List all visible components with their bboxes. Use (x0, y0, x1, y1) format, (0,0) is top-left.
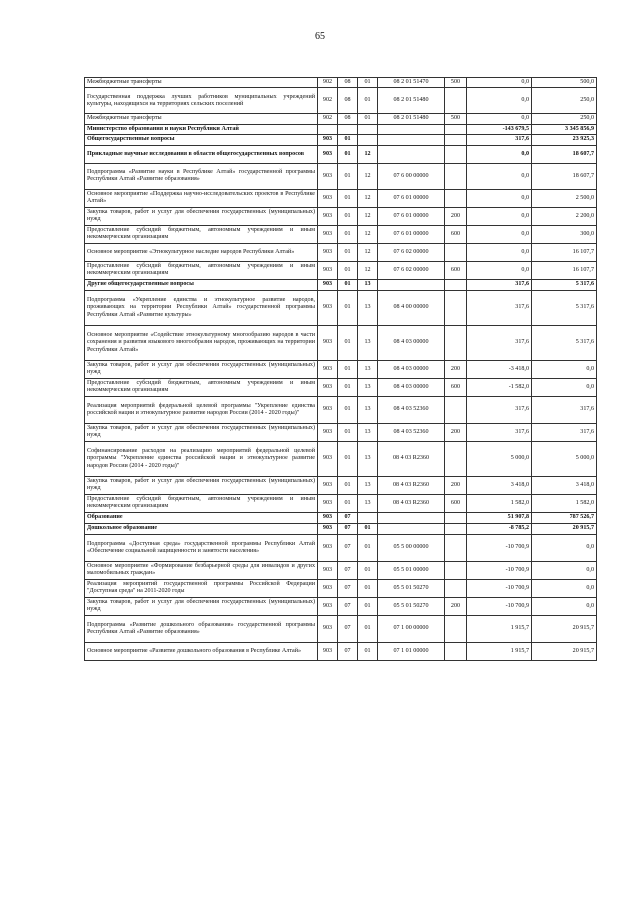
row-name: Государственная поддержка лучших работников муниципальных учреждений культуры, находящихся на территориях сельских поселений (85, 88, 318, 114)
row-expense-type: 200 (445, 360, 467, 378)
row-name: Подпрограмма «Развитие науки в Республике Алтай» государственной программы Республики Алтай «Развитие образования» (85, 163, 318, 189)
row-subsection-code: 01 (358, 642, 378, 660)
row-target-article: 07 6 01 00000 (378, 225, 445, 243)
row-expense-type (445, 615, 467, 642)
table-row (85, 145, 597, 163)
row-section-code: 07 (338, 534, 358, 561)
row-amount-change: -8 785,2 (467, 523, 532, 534)
row-name: Основное мероприятие «Поддержка научно-исследовательских проектов в Республике Алтай» (85, 189, 318, 207)
row-name: Министерство образования и науки Республики Алтай (85, 124, 318, 134)
row-subsection-code: 12 (358, 189, 378, 207)
row-subsection-code: 01 (358, 88, 378, 114)
row-subsection-code: 13 (358, 494, 378, 512)
table-row (85, 88, 597, 114)
row-ministry-code: 903 (318, 145, 338, 163)
row-expense-type (445, 290, 467, 325)
row-amount-total: 20 915,7 (532, 615, 597, 642)
row-ministry-code: 903 (318, 512, 338, 523)
row-name: Подпрограмма «Доступная среда» государственной программы Республики Алтай «Обеспечение социальной защищенности и занятости населения» (85, 534, 318, 561)
row-amount-change: 0,0 (467, 88, 532, 114)
row-subsection-code: 12 (358, 225, 378, 243)
table-row (85, 325, 597, 360)
row-section-code: 07 (338, 523, 358, 534)
row-amount-total: 5 317,6 (532, 279, 597, 290)
row-expense-type (445, 88, 467, 114)
row-amount-total: 0,0 (532, 534, 597, 561)
row-amount-total: 16 107,7 (532, 261, 597, 279)
row-amount-total: 0,0 (532, 561, 597, 579)
row-ministry-code: 903 (318, 396, 338, 423)
row-target-article: 08 4 03 R2360 (378, 494, 445, 512)
row-name: Предоставление субсидий бюджетным, автономным учреждениям и иным некоммерческим организациям (85, 378, 318, 396)
table-row (85, 114, 597, 124)
row-expense-type: 200 (445, 476, 467, 494)
row-amount-change: 0,0 (467, 207, 532, 225)
row-amount-change: -10 700,9 (467, 534, 532, 561)
row-amount-change: -10 700,9 (467, 561, 532, 579)
row-ministry-code: 903 (318, 597, 338, 615)
table-row (85, 615, 597, 642)
row-target-article: 08 2 01 51480 (378, 88, 445, 114)
row-ministry-code: 903 (318, 579, 338, 597)
row-name: Реализация мероприятий федеральной целевой программы "Укрепление единства российской нации и этнокультурное развитие народов России (2014 - 2020 годы)" (85, 396, 318, 423)
row-subsection-code: 12 (358, 261, 378, 279)
row-amount-change: 1 582,0 (467, 494, 532, 512)
row-expense-type: 200 (445, 423, 467, 441)
row-expense-type (445, 145, 467, 163)
row-ministry-code: 903 (318, 163, 338, 189)
row-amount-change: -1 582,0 (467, 378, 532, 396)
row-amount-change: 3 418,0 (467, 476, 532, 494)
row-section-code: 01 (338, 378, 358, 396)
row-target-article: 05 5 00 00000 (378, 534, 445, 561)
row-section-code (338, 124, 358, 134)
table-row (85, 78, 597, 88)
page-number: 65 (315, 31, 325, 42)
row-name: Общегосударственные вопросы (85, 134, 318, 145)
row-amount-change: 317,6 (467, 325, 532, 360)
row-target-article: 05 5 01 50270 (378, 579, 445, 597)
row-target-article (378, 279, 445, 290)
table-row (85, 441, 597, 476)
table-row (85, 134, 597, 145)
row-subsection-code: 12 (358, 163, 378, 189)
row-name: Основное мероприятие «Формирование безбарьерной среды для инвалидов и других маломобильных граждан» (85, 561, 318, 579)
row-amount-change: 0,0 (467, 189, 532, 207)
row-subsection-code: 01 (358, 534, 378, 561)
row-target-article: 05 5 01 50270 (378, 597, 445, 615)
table-row (85, 225, 597, 243)
row-amount-change: 317,6 (467, 134, 532, 145)
row-name: Подпрограмма «Развитие дошкольного образования» государственной программы Республики Алтай «Развитие образования» (85, 615, 318, 642)
row-subsection-code: 13 (358, 476, 378, 494)
row-expense-type: 600 (445, 494, 467, 512)
row-subsection-code: 13 (358, 378, 378, 396)
row-subsection-code: 01 (358, 561, 378, 579)
row-section-code: 01 (338, 290, 358, 325)
row-expense-type (445, 523, 467, 534)
row-amount-change: 317,6 (467, 290, 532, 325)
row-section-code: 01 (338, 279, 358, 290)
row-target-article: 08 2 01 51480 (378, 114, 445, 124)
row-amount-total: 18 607,7 (532, 145, 597, 163)
row-ministry-code: 903 (318, 423, 338, 441)
row-amount-total: 2 500,0 (532, 189, 597, 207)
row-amount-change: 5 000,0 (467, 441, 532, 476)
table-row (85, 561, 597, 579)
row-ministry-code: 902 (318, 78, 338, 88)
row-expense-type (445, 189, 467, 207)
row-name: Предоставление субсидий бюджетным, автономным учреждениям и иным некоммерческим организациям (85, 225, 318, 243)
row-section-code: 07 (338, 579, 358, 597)
row-name: Межбюджетные трансферты (85, 114, 318, 124)
table-row (85, 597, 597, 615)
row-amount-change: 317,6 (467, 279, 532, 290)
row-amount-total: 317,6 (532, 396, 597, 423)
row-amount-change: 0,0 (467, 78, 532, 88)
row-target-article: 08 4 03 52360 (378, 423, 445, 441)
row-expense-type (445, 396, 467, 423)
row-expense-type (445, 134, 467, 145)
row-target-article (378, 145, 445, 163)
table-row (85, 396, 597, 423)
row-amount-change: 51 907,8 (467, 512, 532, 523)
row-name: Реализация мероприятий государственной программы Российской Федерации "Доступная среда" на 2011-2020 годы (85, 579, 318, 597)
row-expense-type (445, 325, 467, 360)
row-target-article: 07 1 00 00000 (378, 615, 445, 642)
row-target-article: 07 6 02 00000 (378, 243, 445, 261)
row-target-article (378, 134, 445, 145)
row-amount-total: 317,6 (532, 423, 597, 441)
row-name: Межбюджетные трансферты (85, 78, 318, 88)
table-row (85, 261, 597, 279)
row-expense-type (445, 512, 467, 523)
row-ministry-code: 903 (318, 360, 338, 378)
row-amount-change: 0,0 (467, 114, 532, 124)
row-ministry-code: 902 (318, 114, 338, 124)
row-ministry-code: 903 (318, 279, 338, 290)
row-amount-change: 0,0 (467, 145, 532, 163)
row-ministry-code: 903 (318, 378, 338, 396)
row-name: Предоставление субсидий бюджетным, автономным учреждениям и иным некоммерческим организациям (85, 261, 318, 279)
row-target-article (378, 512, 445, 523)
row-ministry-code: 903 (318, 261, 338, 279)
row-name: Подпрограмма «Укрепление единства и этнокультурное развитие народов, проживающих на территории Республики Алтай» государственной программы Республики Алтай «Развитие культуры» (85, 290, 318, 325)
row-ministry-code: 903 (318, 642, 338, 660)
row-ministry-code: 903 (318, 290, 338, 325)
row-section-code: 01 (338, 163, 358, 189)
row-name: Закупка товаров, работ и услуг для обеспечения государственных (муниципальных) нужд (85, 207, 318, 225)
row-amount-change: 0,0 (467, 243, 532, 261)
row-amount-change: 0,0 (467, 163, 532, 189)
table-row (85, 163, 597, 189)
row-target-article: 08 4 03 R2360 (378, 476, 445, 494)
table-row (85, 523, 597, 534)
row-amount-total: 250,0 (532, 88, 597, 114)
row-expense-type: 500 (445, 78, 467, 88)
row-name: Закупка товаров, работ и услуг для обеспечения государственных (муниципальных) нужд (85, 597, 318, 615)
row-ministry-code: 903 (318, 243, 338, 261)
row-name: Предоставление субсидий бюджетным, автономным учреждениям и иным некоммерческим организациям (85, 494, 318, 512)
table-row (85, 494, 597, 512)
row-amount-change: 1 915,7 (467, 642, 532, 660)
row-ministry-code (318, 124, 338, 134)
table-row (85, 189, 597, 207)
row-expense-type: 500 (445, 114, 467, 124)
row-expense-type (445, 441, 467, 476)
row-ministry-code: 902 (318, 88, 338, 114)
table-row (85, 642, 597, 660)
row-name: Образование (85, 512, 318, 523)
row-amount-total: 3 418,0 (532, 476, 597, 494)
row-name: Основное мероприятие «Содействие этнокультурному многообразию народов в части сохранения и развития языкового многообразия народов, проживающих на территории Республики Алтай» (85, 325, 318, 360)
table-row (85, 512, 597, 523)
row-amount-total: 0,0 (532, 579, 597, 597)
row-amount-total: 5 317,6 (532, 325, 597, 360)
row-expense-type: 600 (445, 225, 467, 243)
row-subsection-code: 01 (358, 579, 378, 597)
row-amount-total: 5 000,0 (532, 441, 597, 476)
row-subsection-code: 12 (358, 207, 378, 225)
row-amount-change: -3 418,0 (467, 360, 532, 378)
table-row (85, 579, 597, 597)
row-section-code: 07 (338, 597, 358, 615)
row-section-code: 01 (338, 243, 358, 261)
row-subsection-code: 13 (358, 423, 378, 441)
row-ministry-code: 903 (318, 325, 338, 360)
row-subsection-code (358, 134, 378, 145)
row-subsection-code: 13 (358, 325, 378, 360)
row-target-article: 08 4 00 00000 (378, 290, 445, 325)
row-amount-total: 250,0 (532, 114, 597, 124)
row-ministry-code: 903 (318, 523, 338, 534)
row-name: Прикладные научные исследования в области общегосударственных вопросов (85, 145, 318, 163)
row-amount-change: 317,6 (467, 396, 532, 423)
row-amount-total: 3 345 856,9 (532, 124, 597, 134)
row-subsection-code: 12 (358, 145, 378, 163)
row-amount-change: 1 915,7 (467, 615, 532, 642)
budget-table (84, 77, 597, 661)
row-target-article: 08 4 03 R2360 (378, 441, 445, 476)
row-ministry-code: 903 (318, 134, 338, 145)
row-amount-total: 0,0 (532, 597, 597, 615)
row-target-article: 07 6 00 00000 (378, 163, 445, 189)
row-expense-type: 600 (445, 261, 467, 279)
row-ministry-code: 903 (318, 615, 338, 642)
row-amount-total: 0,0 (532, 360, 597, 378)
row-target-article: 07 6 01 00000 (378, 189, 445, 207)
row-expense-type (445, 561, 467, 579)
row-subsection-code (358, 512, 378, 523)
table-row (85, 360, 597, 378)
row-section-code: 01 (338, 441, 358, 476)
table-row (85, 124, 597, 134)
row-section-code: 01 (338, 207, 358, 225)
row-section-code: 01 (338, 423, 358, 441)
row-section-code: 01 (338, 145, 358, 163)
row-amount-total: 1 582,0 (532, 494, 597, 512)
row-target-article: 05 5 01 00000 (378, 561, 445, 579)
row-subsection-code: 13 (358, 441, 378, 476)
row-section-code: 08 (338, 78, 358, 88)
row-amount-total: 2 200,0 (532, 207, 597, 225)
row-section-code: 01 (338, 494, 358, 512)
row-section-code: 01 (338, 360, 358, 378)
row-ministry-code: 903 (318, 225, 338, 243)
table-body (85, 78, 597, 661)
table-row (85, 243, 597, 261)
row-ministry-code: 903 (318, 441, 338, 476)
row-section-code: 08 (338, 114, 358, 124)
row-expense-type (445, 534, 467, 561)
row-ministry-code: 903 (318, 561, 338, 579)
row-target-article: 08 2 01 51470 (378, 78, 445, 88)
row-target-article: 07 1 01 00000 (378, 642, 445, 660)
row-amount-change: 0,0 (467, 261, 532, 279)
row-subsection-code: 01 (358, 114, 378, 124)
row-section-code: 01 (338, 134, 358, 145)
row-amount-total: 787 526,7 (532, 512, 597, 523)
row-target-article: 08 4 03 00000 (378, 360, 445, 378)
row-expense-type (445, 642, 467, 660)
row-subsection-code: 01 (358, 615, 378, 642)
row-section-code: 07 (338, 615, 358, 642)
row-section-code: 07 (338, 561, 358, 579)
row-amount-total: 20 915,7 (532, 523, 597, 534)
row-section-code: 01 (338, 225, 358, 243)
row-section-code: 01 (338, 189, 358, 207)
row-expense-type: 200 (445, 597, 467, 615)
row-expense-type: 600 (445, 378, 467, 396)
row-expense-type (445, 279, 467, 290)
row-expense-type (445, 163, 467, 189)
row-amount-total: 500,0 (532, 78, 597, 88)
row-target-article: 07 6 02 00000 (378, 261, 445, 279)
row-expense-type (445, 124, 467, 134)
row-subsection-code: 01 (358, 78, 378, 88)
row-ministry-code: 903 (318, 494, 338, 512)
row-target-article (378, 523, 445, 534)
row-expense-type (445, 579, 467, 597)
table-row (85, 290, 597, 325)
row-amount-total: 300,0 (532, 225, 597, 243)
row-name: Другие общегосударственные вопросы (85, 279, 318, 290)
row-ministry-code: 903 (318, 189, 338, 207)
row-target-article: 08 4 03 00000 (378, 325, 445, 360)
row-amount-total: 16 107,7 (532, 243, 597, 261)
table-row (85, 534, 597, 561)
row-target-article (378, 124, 445, 134)
row-expense-type (445, 243, 467, 261)
row-name: Основное мероприятие «Этнокультурное наследие народов Республики Алтай» (85, 243, 318, 261)
row-expense-type: 200 (445, 207, 467, 225)
row-amount-change: 0,0 (467, 225, 532, 243)
row-section-code: 01 (338, 396, 358, 423)
row-ministry-code: 903 (318, 534, 338, 561)
row-subsection-code: 12 (358, 243, 378, 261)
table-row (85, 423, 597, 441)
row-section-code: 08 (338, 88, 358, 114)
table-row (85, 476, 597, 494)
row-subsection-code: 13 (358, 279, 378, 290)
row-subsection-code: 13 (358, 396, 378, 423)
row-amount-total: 5 317,6 (532, 290, 597, 325)
row-section-code: 07 (338, 642, 358, 660)
table-row (85, 279, 597, 290)
row-amount-total: 20 915,7 (532, 642, 597, 660)
table-row (85, 378, 597, 396)
row-target-article: 07 6 01 00000 (378, 207, 445, 225)
row-amount-total: 0,0 (532, 378, 597, 396)
row-target-article: 08 4 03 52360 (378, 396, 445, 423)
row-subsection-code: 01 (358, 597, 378, 615)
row-subsection-code: 13 (358, 290, 378, 325)
row-amount-total: 23 925,3 (532, 134, 597, 145)
row-name: Закупка товаров, работ и услуг для обеспечения государственных (муниципальных) нужд (85, 423, 318, 441)
table-row (85, 207, 597, 225)
row-target-article: 08 4 03 00000 (378, 378, 445, 396)
row-name: Дошкольное образование (85, 523, 318, 534)
row-subsection-code: 13 (358, 360, 378, 378)
row-name: Основное мероприятие «Развитие дошкольного образования в Республике Алтай» (85, 642, 318, 660)
row-amount-change: 317,6 (467, 423, 532, 441)
row-ministry-code: 903 (318, 476, 338, 494)
row-section-code: 07 (338, 512, 358, 523)
row-section-code: 01 (338, 325, 358, 360)
row-ministry-code: 903 (318, 207, 338, 225)
row-name: Софинансирование расходов на реализацию мероприятий федеральной целевой программы "Укрепление единства российской нации и этнокультурное развитие народов России (2014 - 2020 годы)" (85, 441, 318, 476)
row-subsection-code (358, 124, 378, 134)
row-section-code: 01 (338, 476, 358, 494)
row-amount-total: 18 607,7 (532, 163, 597, 189)
row-name: Закупка товаров, работ и услуг для обеспечения государственных (муниципальных) нужд (85, 476, 318, 494)
row-amount-change: -10 700,9 (467, 579, 532, 597)
row-name: Закупка товаров, работ и услуг для обеспечения государственных (муниципальных) нужд (85, 360, 318, 378)
row-amount-change: -10 700,9 (467, 597, 532, 615)
row-section-code: 01 (338, 261, 358, 279)
row-amount-change: -143 679,5 (467, 124, 532, 134)
row-subsection-code: 01 (358, 523, 378, 534)
